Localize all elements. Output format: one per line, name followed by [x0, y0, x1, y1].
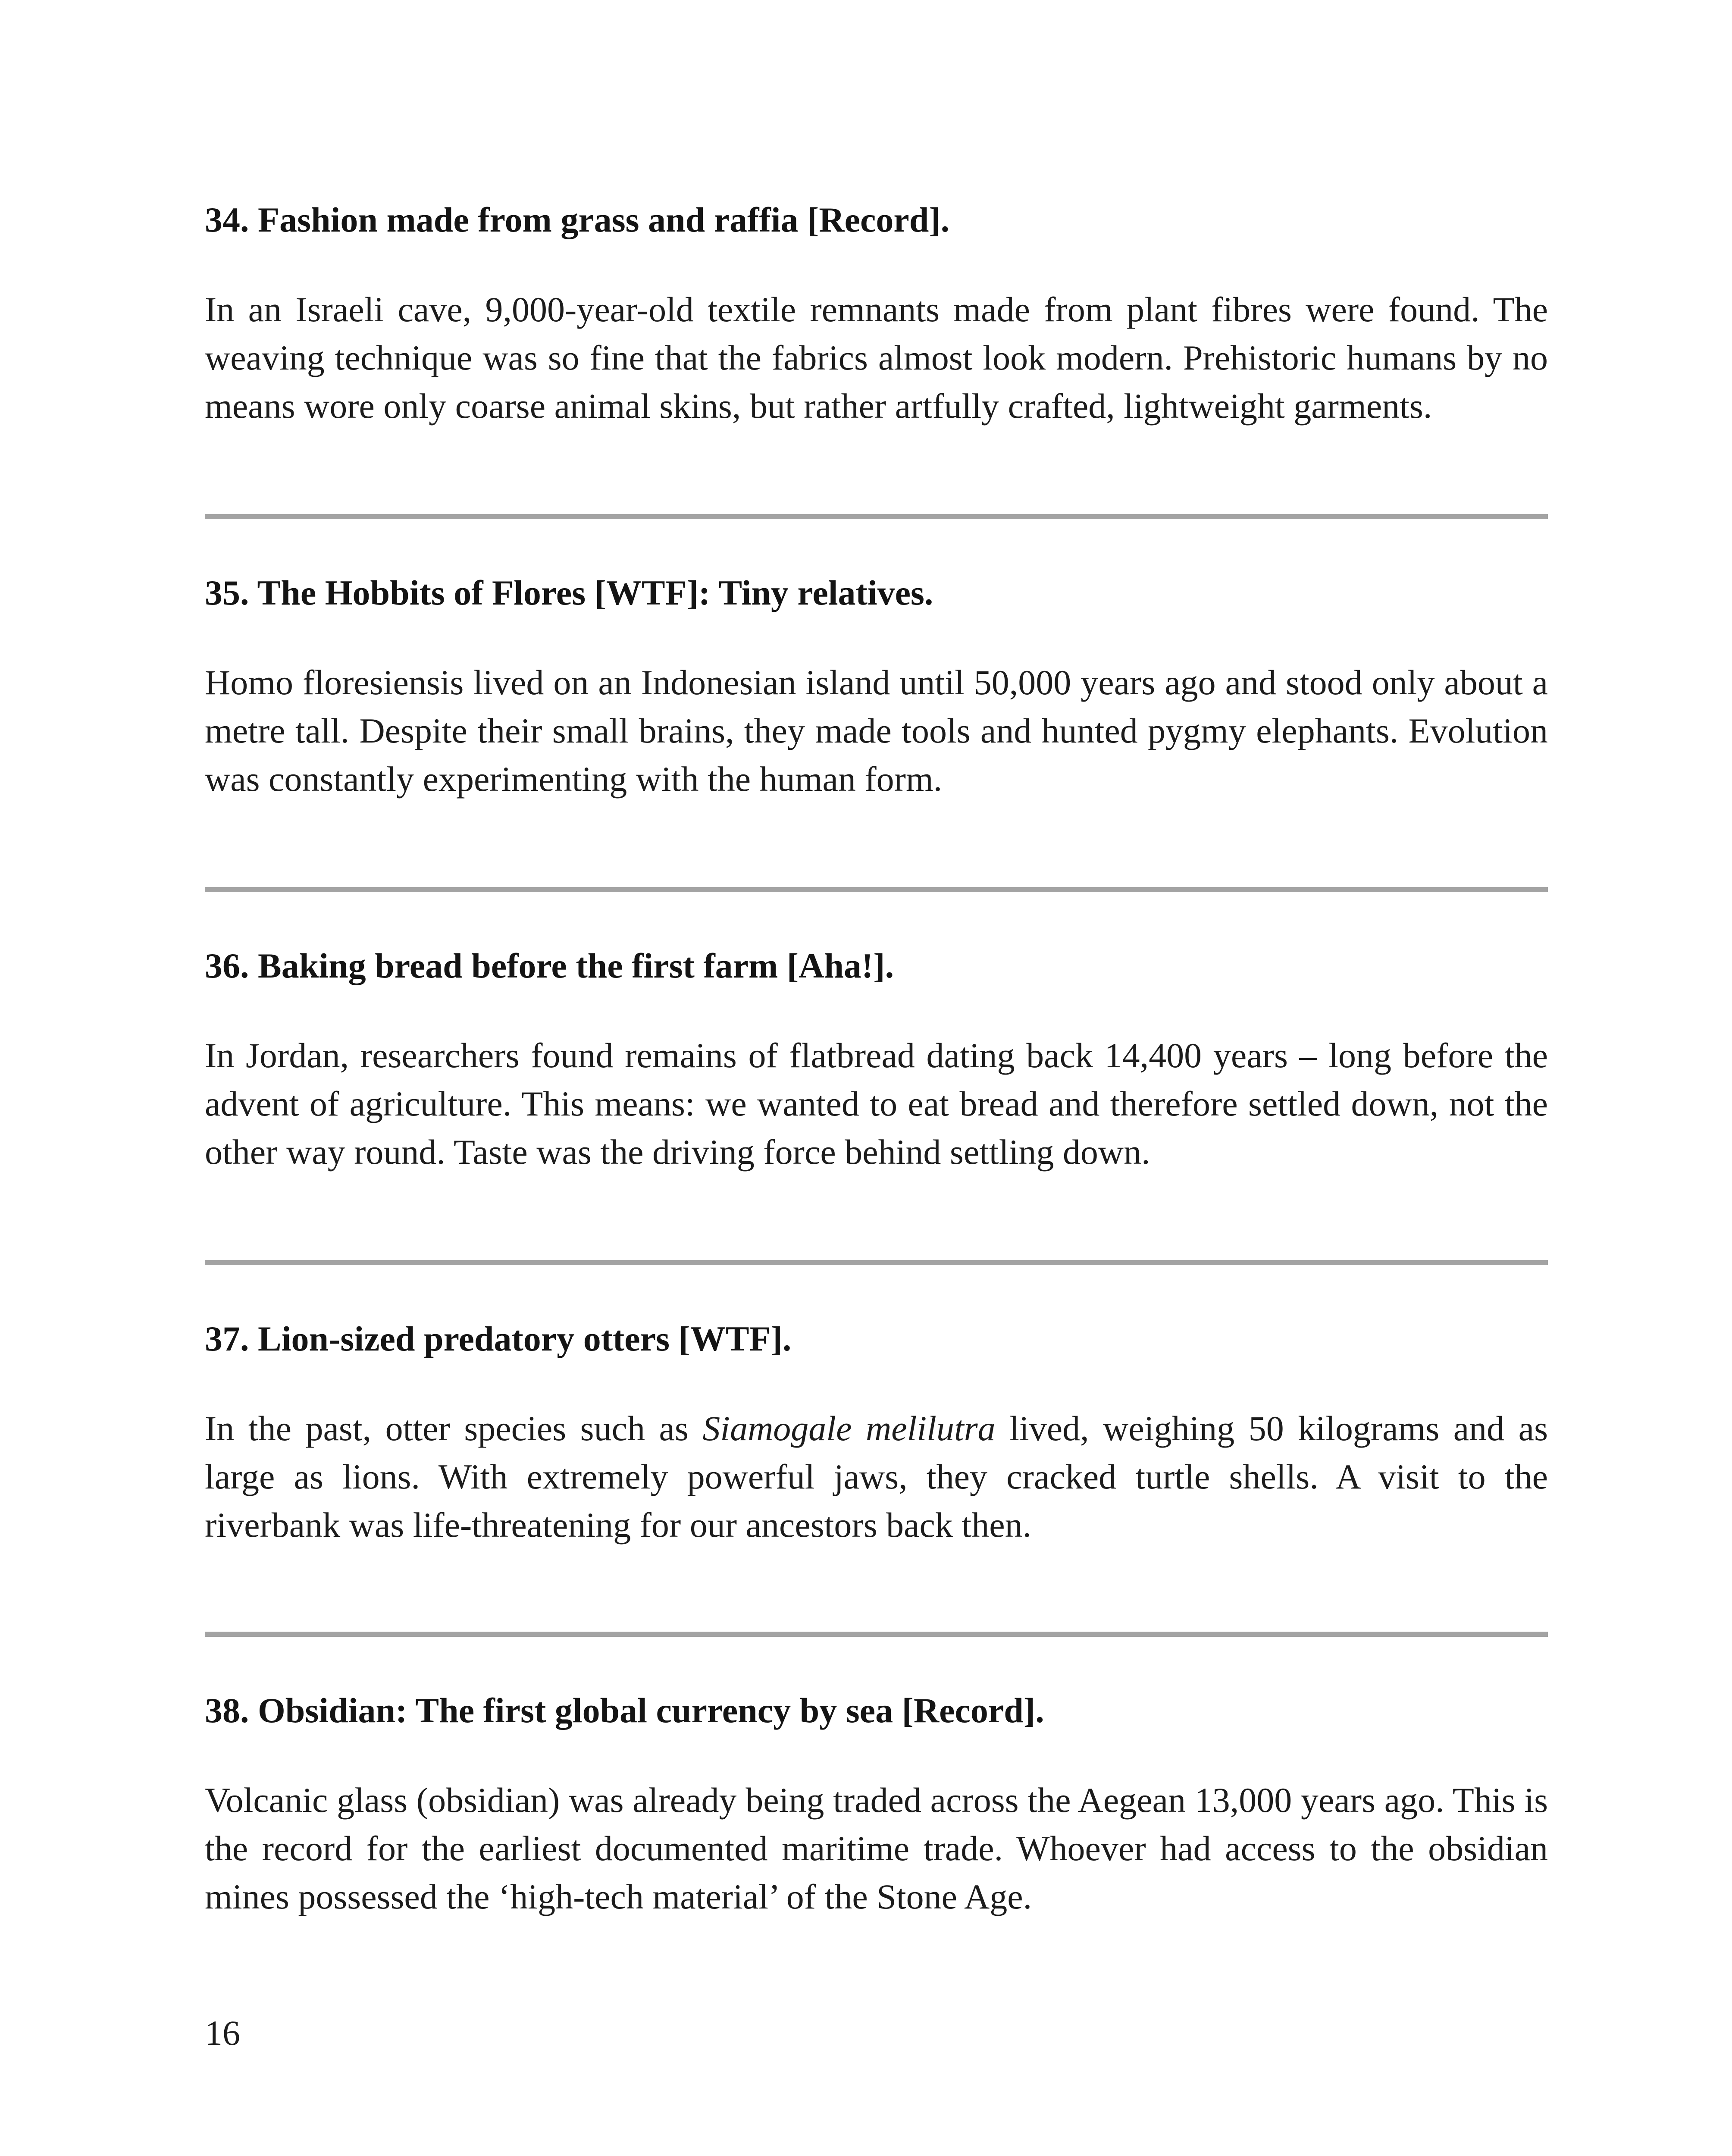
entry-title: 35. The Hobbits of Flores [WTF]: Tiny relatives. — [205, 573, 933, 612]
entry-body: In an Israeli cave, 9,000-year-old textile remnants made from plant fibres were found. The weaving technique was so fine that the fabrics almost look modern. Prehistoric humans by no means wore only coarse animal skins, but rather artfully crafted, lightweight garments. — [205, 290, 1548, 426]
entry-body-text: lived, weighing 50 kilograms and as large as lions. With extremely powerful jaws, they cracked turtle shells. A visit to the riverbank was life-threatening for our ancestors back then. — [205, 1409, 1548, 1545]
section-divider — [205, 1632, 1548, 1637]
species-name: Siamogale melilutra — [702, 1409, 996, 1448]
page-number: 16 — [205, 2013, 240, 2053]
section-divider — [205, 514, 1548, 519]
entry-title: 36. Baking bread before the first farm [Aha!]. — [205, 946, 894, 985]
entry-body: Homo floresiensis lived on an Indonesian island until 50,000 years ago and stood only about a metre tall. Despite their small brains, they made tools and hunted pygmy elephants. Evolution was constantly experimenting with the human form. — [205, 663, 1548, 799]
entry-36 — [205, 944, 1548, 1176]
entry-body: In Jordan, researchers found remains of flatbread dating back 14,400 years – long before the advent of agriculture. This means: we wanted to eat bread and therefore settled down, not the other way round. Taste was the driving force behind settling down. — [205, 1036, 1548, 1172]
entry-title: 37. Lion-sized predatory otters [WTF]. — [205, 1319, 792, 1358]
document-page — [205, 0, 1548, 2156]
entry-35 — [205, 571, 1548, 803]
entry-34 — [205, 198, 1548, 430]
entry-38 — [205, 1689, 1548, 1921]
entry-body: Volcanic glass (obsidian) was already being traded across the Aegean 13,000 years ago. This is the record for the earliest documented maritime trade. Whoever had access to the obsidian mines possessed the ‘high-tech material’ of the Stone Age. — [205, 1780, 1548, 1916]
section-divider — [205, 887, 1548, 892]
section-divider — [205, 1260, 1548, 1265]
entry-title: 34. Fashion made from grass and raffia [Record]. — [205, 200, 950, 239]
entry-title: 38. Obsidian: The first global currency by sea [Record]. — [205, 1691, 1044, 1730]
entry-body-text: In the past, otter species such as — [205, 1409, 703, 1448]
entry-body — [205, 1404, 1548, 1549]
entry-37 — [205, 1317, 1548, 1549]
